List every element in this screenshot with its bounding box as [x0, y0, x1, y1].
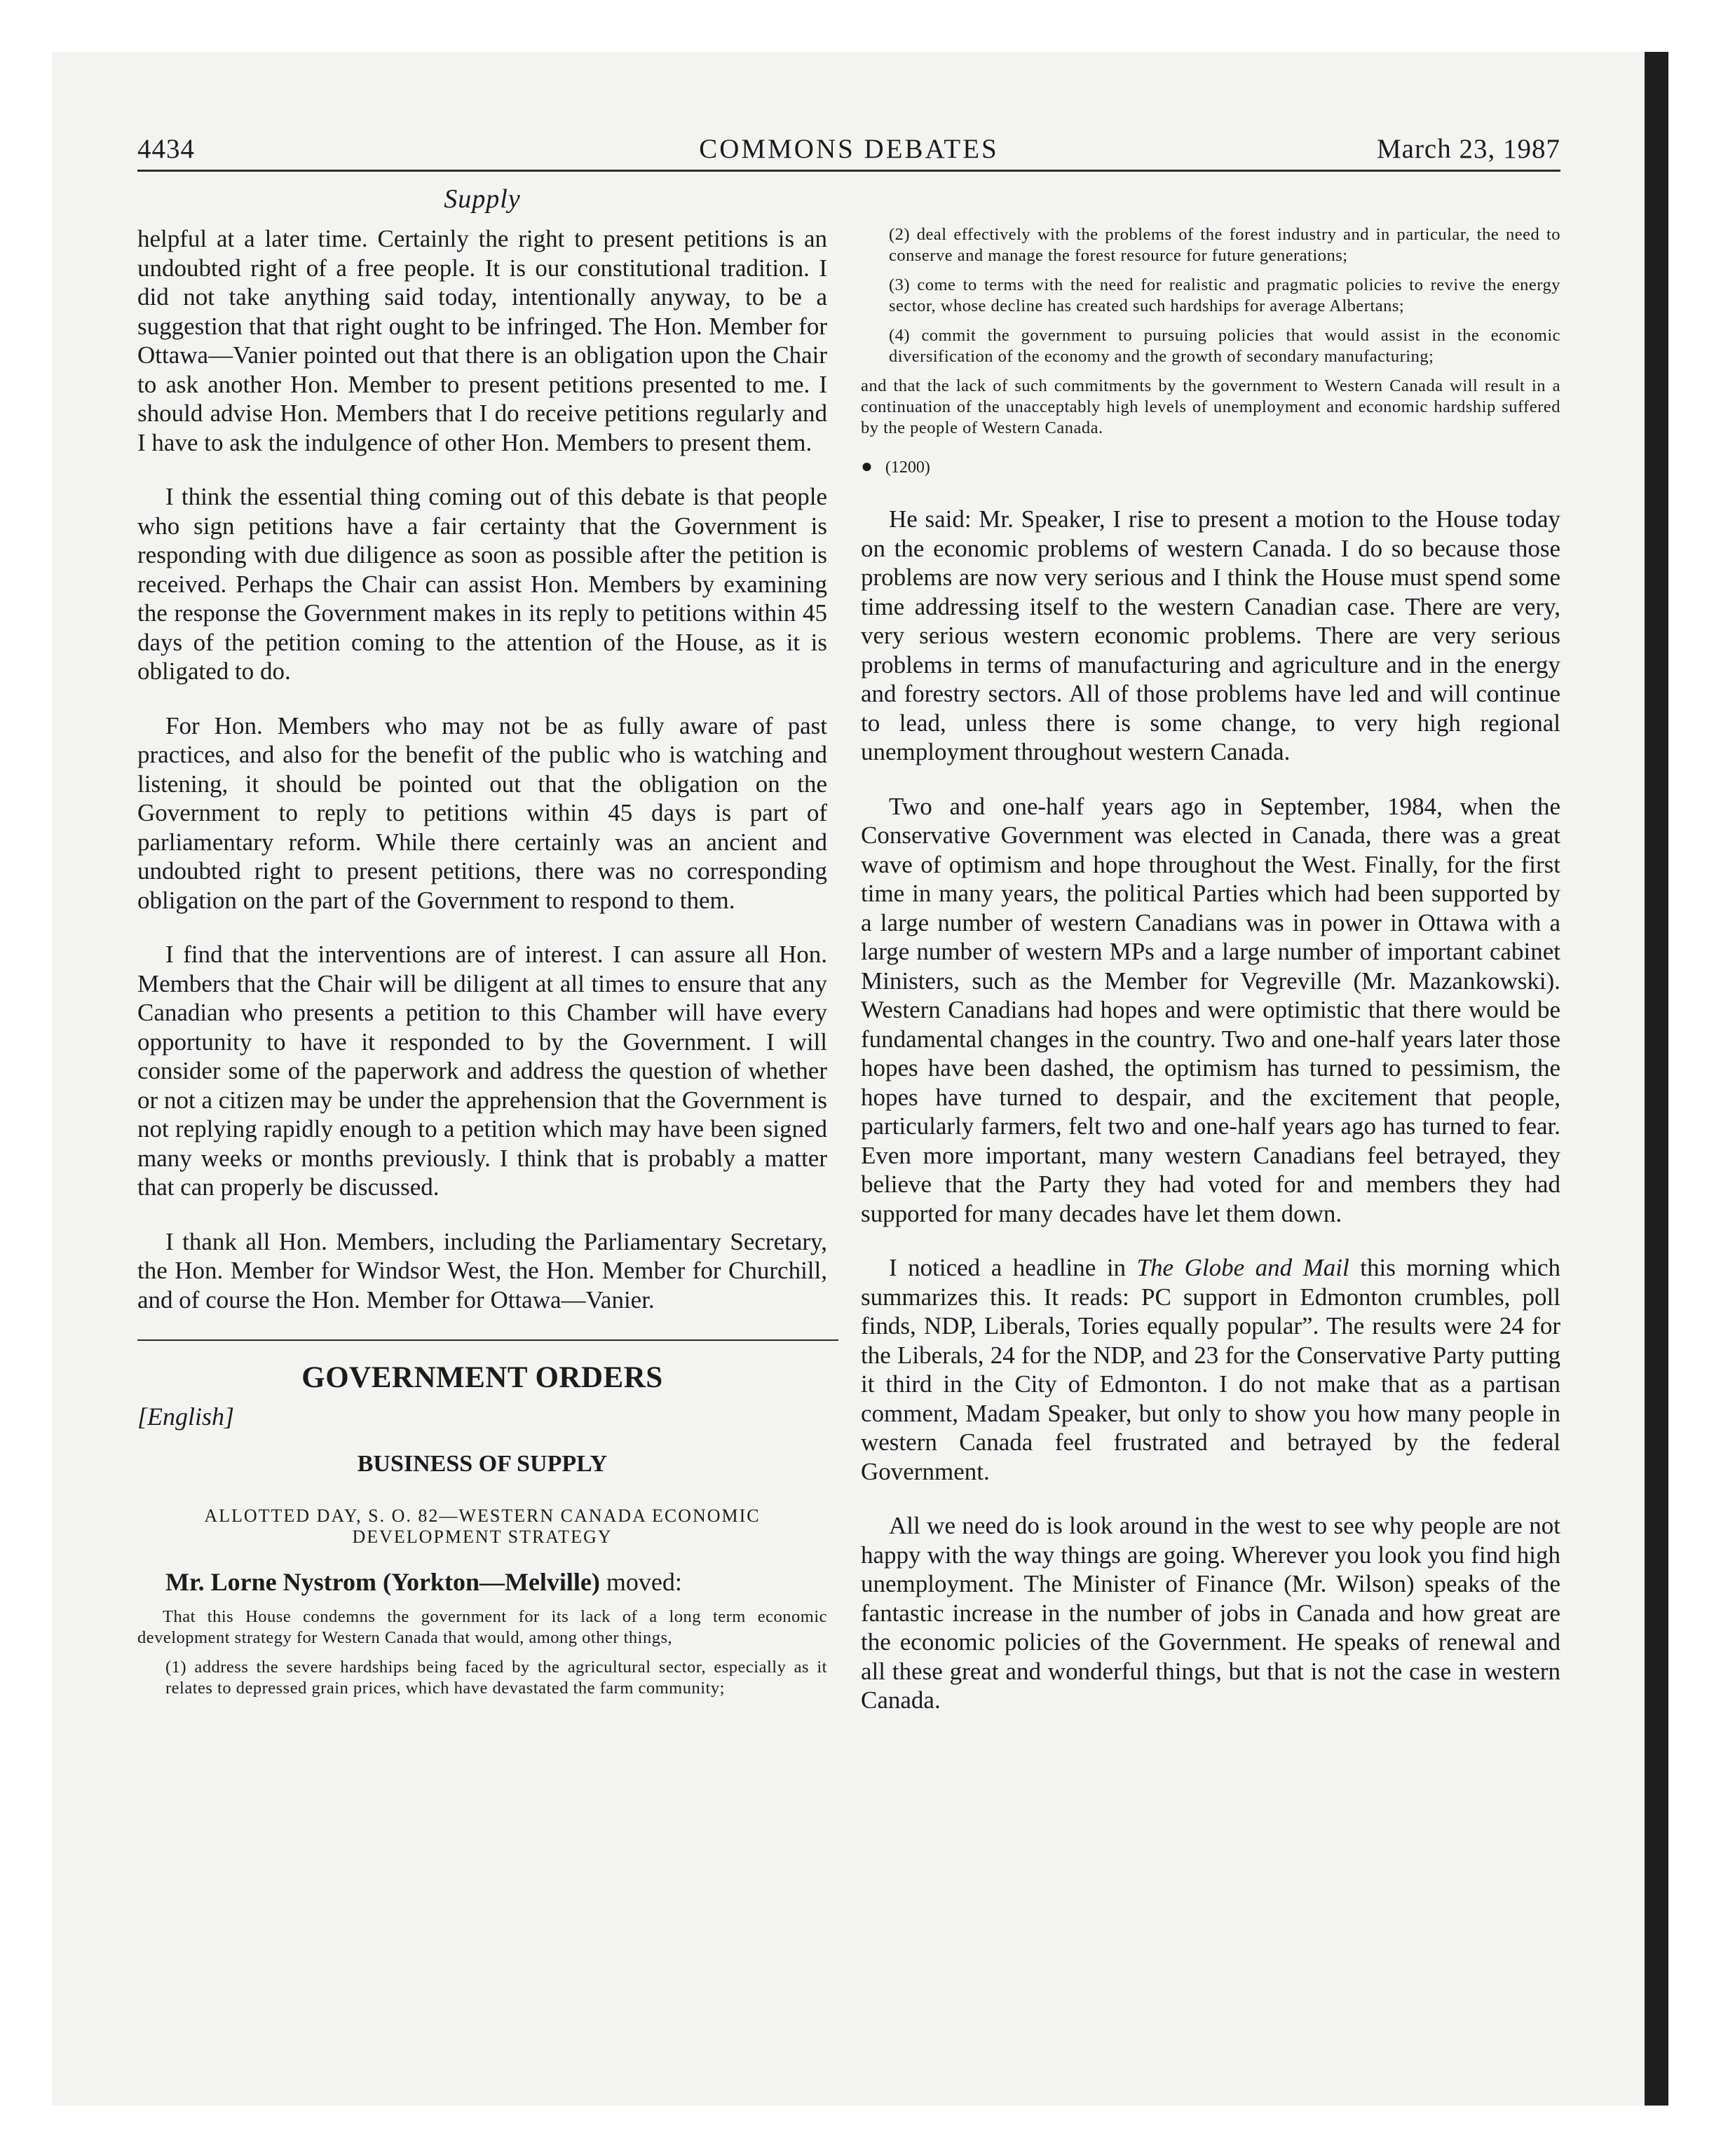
scan-edge-bar: [1645, 52, 1668, 2106]
motion-item: (2) deal effectively with the problems of the forest industry and in particular, the need to conserve and manage the forest resource for future generations;: [889, 225, 1560, 265]
right-column: [861, 224, 1560, 1740]
motion-close: and that the lack of such commitments by the government to Western Canada will result in a continuation of the unacceptably high levels of unemployment and economic hardship suffered by the people of Western Canada.: [861, 376, 1560, 437]
paragraph: [861, 1253, 1560, 1486]
government-orders-heading: GOVERNMENT ORDERS: [301, 1361, 663, 1394]
paragraph: I thank all Hon. Members, including the Parliamentary Secretary, the Hon. Member for Windsor West, the Hon. Member for Churchill, and of course the Hon. Member for Ottawa—Vanier.: [137, 1227, 827, 1314]
newspaper-title: The Globe and Mail: [1136, 1254, 1349, 1281]
bullet-icon: ●: [861, 456, 873, 477]
left-column: [137, 184, 827, 1707]
paragraph-text: this morning which summarizes this. It reads: PC support in Edmonton crumbles, poll finds, NDP, Liberals, Tories equally popular”. The results were 24 for the Liberals, 24 for the NDP, and 23 for the Conservative Party putting it third in the City of Edmonton. I do not make that as a partisan comment, Madam Speaker, but only to show you how many people in western Canada feel frustrated and betrayed by the federal Government.: [861, 1254, 1561, 1485]
motion-item: (3) come to terms with the need for realistic and pragmatic policies to revive the energy sector, whose decline has created such hardships for average Albertans;: [889, 275, 1560, 315]
section-divider: [137, 1339, 838, 1341]
paragraph: All we need do is look around in the west to see why people are not happy with the way things are going. Wherever you look you find high unemployment. The Minister of Finance (Mr. Wilson) speaks of the fantastic increase in the number of jobs in Canada and how great are the economic policies of the Government. He speaks of renewal and all these great and wonderful things, but that is not the case in western Canada.: [861, 1512, 1560, 1714]
motion-item: (4) commit the government to pursuing policies that would assist in the economic diversification of the economy and the growth of secondary manufacturing;: [889, 326, 1560, 366]
mover-name: Mr. Lorne Nystrom (Yorkton—Melville): [165, 1568, 600, 1596]
page-number: 4434: [137, 134, 195, 164]
motion-item: (1) address the severe hardships being faced by the agricultural sector, especially as it relates to depressed grain prices, which have devastated the farm community;: [165, 1658, 827, 1698]
paragraph-text: I noticed a headline in: [889, 1254, 1127, 1281]
paragraph: I think the essential thing coming out of this debate is that people who sign petitions have a fair certainty that the Government is responding with due diligence as soon as possible after the petition is received. Perhaps the Chair can assist Hon. Members by examining the response the Government makes in its reply to petitions within 45 days of the petition coming to the attention of the House, as it is obligated to do.: [137, 483, 827, 685]
section-title: Supply: [444, 184, 521, 214]
mover-line: [165, 1567, 827, 1597]
allotted-day-heading: ALLOTTED DAY, S. O. 82—WESTERN CANADA ECONOMIC DEVELOPMENT STRATEGY: [204, 1506, 761, 1547]
time-marker: [861, 456, 1560, 478]
time-marker-text: (1200): [885, 458, 930, 477]
page-header: [137, 129, 1560, 172]
page-date: March 23, 1987: [1376, 134, 1560, 164]
paragraph: I find that the interventions are of interest. I can assure all Hon. Members that the Chair will be diligent at all times to ensure that any Canadian who presents a petition to this Chamber will have every opportunity to have it responded to by the Government. I will consider some of the paperwork and address the question of whether or not a citizen may be under the apprehension that the Government is not replying rapidly enough to a petition which may have been signed many weeks or months previously. I think that is probably a matter that can properly be discussed.: [137, 941, 827, 1201]
motion-intro: That this House condemns the government for its lack of a long term economic development strategy for Western Canada that would, among other things,: [137, 1607, 827, 1647]
publication-title: COMMONS DEBATES: [699, 134, 999, 164]
paragraph: helpful at a later time. Certainly the right to present petitions is an undoubted right of a free people. It is our constitutional tradition. I did not take anything said today, intentionally anyway, to be a suggestion that that right ought to be infringed. The Hon. Member for Ottawa—Vanier pointed out that there is an obligation upon the Chair to ask another Hon. Member to present petitions presented to me. I should advise Hon. Members that I do receive petitions regularly and I have to ask the indulgence of other Hon. Members to present them.: [137, 225, 827, 456]
paragraph: For Hon. Members who may not be as fully aware of past practices, and also for the benefit of the public who is watching and listening, it should be pointed out that the obligation on the Government to reply to petitions within 45 days is part of parliamentary reform. While there certainly was an ancient and undoubted right to present petitions, there was no corresponding obligation on the part of the Government to respond to them.: [137, 711, 827, 914]
language-label: [English]: [137, 1403, 235, 1431]
business-of-supply-heading: BUSINESS OF SUPPLY: [357, 1451, 608, 1477]
paragraph: He said: Mr. Speaker, I rise to present a motion to the House today on the economic problems of western Canada. I do so because those problems are now very serious and I think the House must spend some time addressing itself to the western Canadian case. There are very, very serious western economic problems. There are very serious problems in terms of manufacturing and agriculture and in the energy and forestry sectors. All of those problems have led and will continue to lead, unless there is some change, to very high regional unemployment throughout western Canada.: [861, 505, 1560, 765]
mover-verb: moved:: [606, 1568, 682, 1596]
paragraph: Two and one-half years ago in September, 1984, when the Conservative Government was elected in Canada, there was a great wave of optimism and hope throughout the West. Finally, for the first time in many years, the political Parties which had been supported by a large number of western Canadians was in power in Ottawa with a large number of western MPs and a large number of important cabinet Ministers, such as the Member for Vegreville (Mr. Mazankowski). Western Canadians had hopes and were optimistic that there would be fundamental changes in the country. Two and one-half years later those hopes have been dashed, the optimism has turned to pessimism, the hopes have turned to despair, and the excitement that people, particularly farmers, felt two and one-half years ago has turned to fear. Even more important, many western Canadians feel betrayed, they believe that the Party they had voted for and members they had supported for many decades have let them down.: [861, 792, 1560, 1227]
